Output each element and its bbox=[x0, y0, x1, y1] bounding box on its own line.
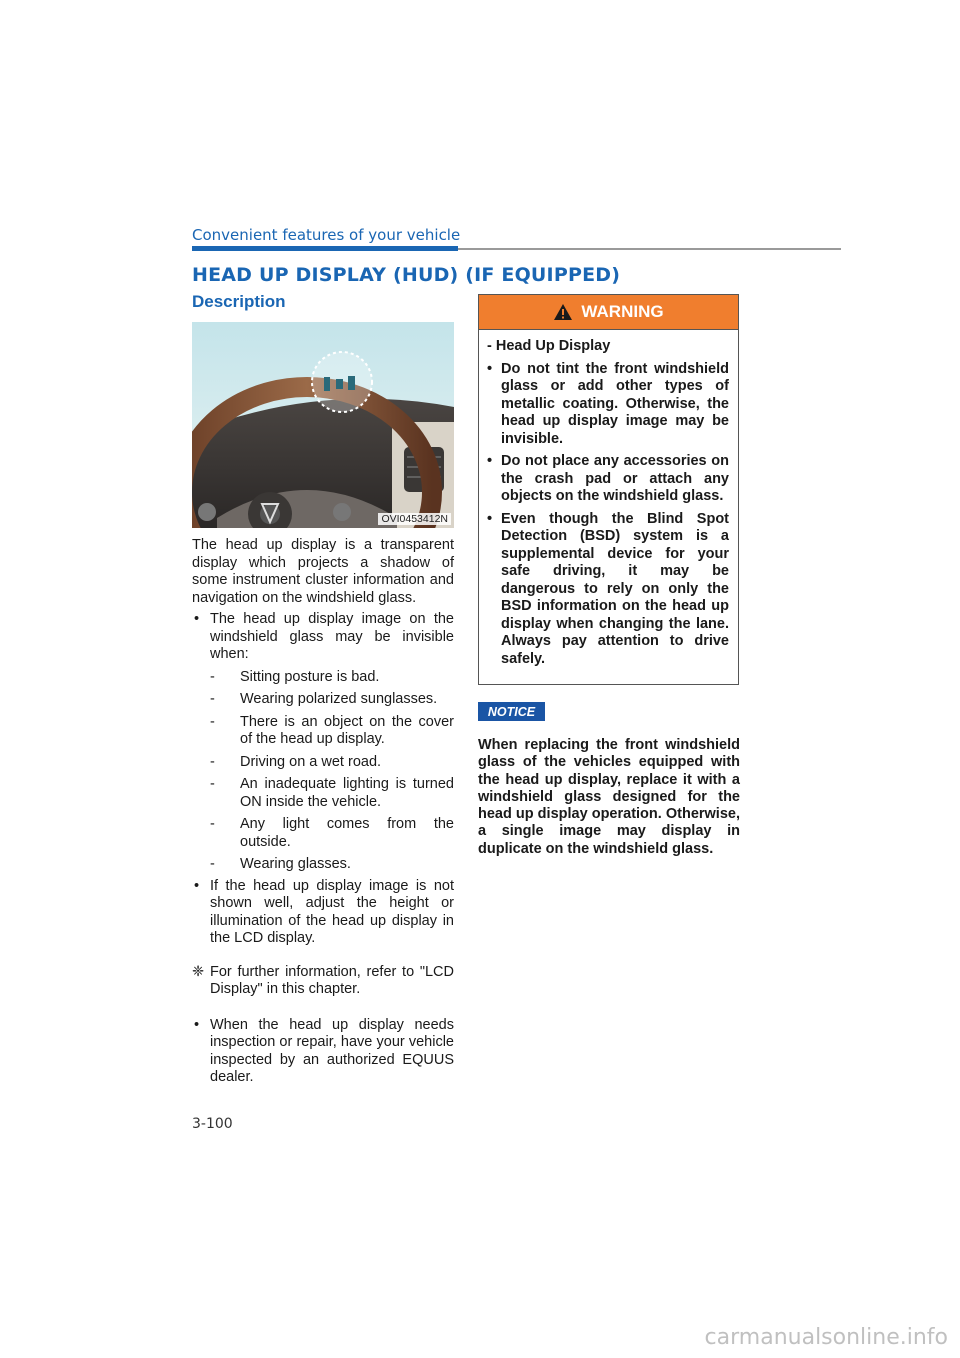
header-rule bbox=[458, 248, 841, 250]
section-title: Convenient features of your vehicle bbox=[192, 226, 461, 244]
condition-text: Wearing glasses. bbox=[240, 856, 351, 872]
reference-note bbox=[192, 964, 454, 999]
figure-code: OVI0453412N bbox=[378, 513, 451, 525]
dash-marker: - bbox=[210, 776, 215, 792]
dash-marker: - bbox=[210, 691, 215, 707]
condition-item bbox=[210, 816, 454, 851]
condition-item bbox=[210, 714, 454, 749]
notice-badge: NOTICE bbox=[478, 702, 545, 721]
list-item bbox=[192, 611, 454, 664]
section-tab-bar bbox=[192, 246, 458, 251]
warning-text: Do not tint the front windshield glass or add other types of metallic coating. Otherwise, the head up display image may be invisible. bbox=[501, 360, 729, 447]
warning-item bbox=[487, 511, 729, 669]
warning-triangle-icon bbox=[553, 303, 573, 321]
bullet-marker: • bbox=[194, 877, 200, 894]
bullet-marker: • bbox=[487, 360, 493, 377]
condition-item bbox=[210, 856, 454, 874]
warning-text: Do not place any accessories on the crash pad or attach any objects on the windshield glass. bbox=[501, 453, 729, 504]
condition-text: Sitting posture is bad. bbox=[240, 668, 380, 685]
warning-box bbox=[478, 294, 739, 685]
warning-subtitle: - Head Up Display bbox=[487, 338, 611, 354]
warning-text: Even though the Blind Spot Detection (BSD) system is a supplemental device for your safe driving, it may be dangerous to rely on only the BSD information on the head up display when changing the lane. Always pay attention to drive safely. bbox=[501, 510, 729, 667]
page-number: 3-100 bbox=[192, 1116, 233, 1132]
dash-marker: - bbox=[210, 856, 215, 872]
list-item bbox=[192, 878, 454, 948]
intro-paragraph: The head up display is a transparent display which projects a shadow of some instrument cluster information and navigation on the windshield glass. bbox=[192, 537, 454, 606]
condition-text: Any light comes from the outside. bbox=[240, 816, 454, 850]
condition-item bbox=[210, 691, 454, 709]
condition-item bbox=[210, 776, 454, 811]
bullet-marker: • bbox=[487, 510, 493, 527]
list-item bbox=[192, 1017, 454, 1087]
warning-label: WARNING bbox=[581, 302, 664, 321]
bullet-text: The head up display image on the windshield glass may be invisible when: bbox=[210, 611, 454, 662]
bullet-text: When the head up display needs inspection or repair, have your vehicle inspected by an authorized EQUUS dealer. bbox=[210, 1016, 454, 1085]
hud-illustration bbox=[192, 322, 454, 528]
condition-item bbox=[210, 754, 454, 772]
dash-marker: - bbox=[210, 668, 215, 685]
bullet-marker: • bbox=[194, 611, 200, 627]
note-text: For further information, refer to "LCD Display" in this chapter. bbox=[210, 963, 454, 997]
condition-item bbox=[210, 669, 454, 687]
page-title: HEAD UP DISPLAY (HUD) (IF EQUIPPED) bbox=[192, 264, 621, 286]
warning-item bbox=[487, 453, 729, 506]
condition-text: Driving on a wet road. bbox=[240, 753, 382, 770]
condition-text: Wearing polarized sunglasses. bbox=[240, 691, 438, 707]
dash-marker: - bbox=[210, 753, 215, 770]
dash-marker: - bbox=[210, 713, 215, 730]
warning-item bbox=[487, 361, 729, 449]
watermark: carmanualsonline.info bbox=[704, 1325, 948, 1350]
condition-text: There is an object on the cover of the head up display. bbox=[240, 713, 454, 747]
bullet-text: If the head up display image is not shown well, adjust the height or illumination of the head up display in the LCD display. bbox=[210, 877, 454, 946]
note-marker: ❈ bbox=[192, 963, 205, 980]
notice-text: When replacing the front windshield glass of the vehicles equipped with the head up display, replace it with a windshield glass designed for the head up display operation. Otherwise, a single image may display in duplicate on the windshield glass. bbox=[478, 737, 740, 857]
dash-marker: - bbox=[210, 816, 215, 832]
warning-body bbox=[479, 330, 738, 668]
bullet-marker: • bbox=[194, 1016, 200, 1033]
bullet-marker: • bbox=[487, 453, 493, 469]
dashboard-illustration bbox=[192, 322, 454, 528]
condition-text: An inadequate lighting is turned ON inside the vehicle. bbox=[240, 776, 454, 810]
warning-header bbox=[479, 295, 738, 330]
description-body bbox=[192, 537, 454, 1087]
description-heading: Description bbox=[192, 292, 286, 311]
